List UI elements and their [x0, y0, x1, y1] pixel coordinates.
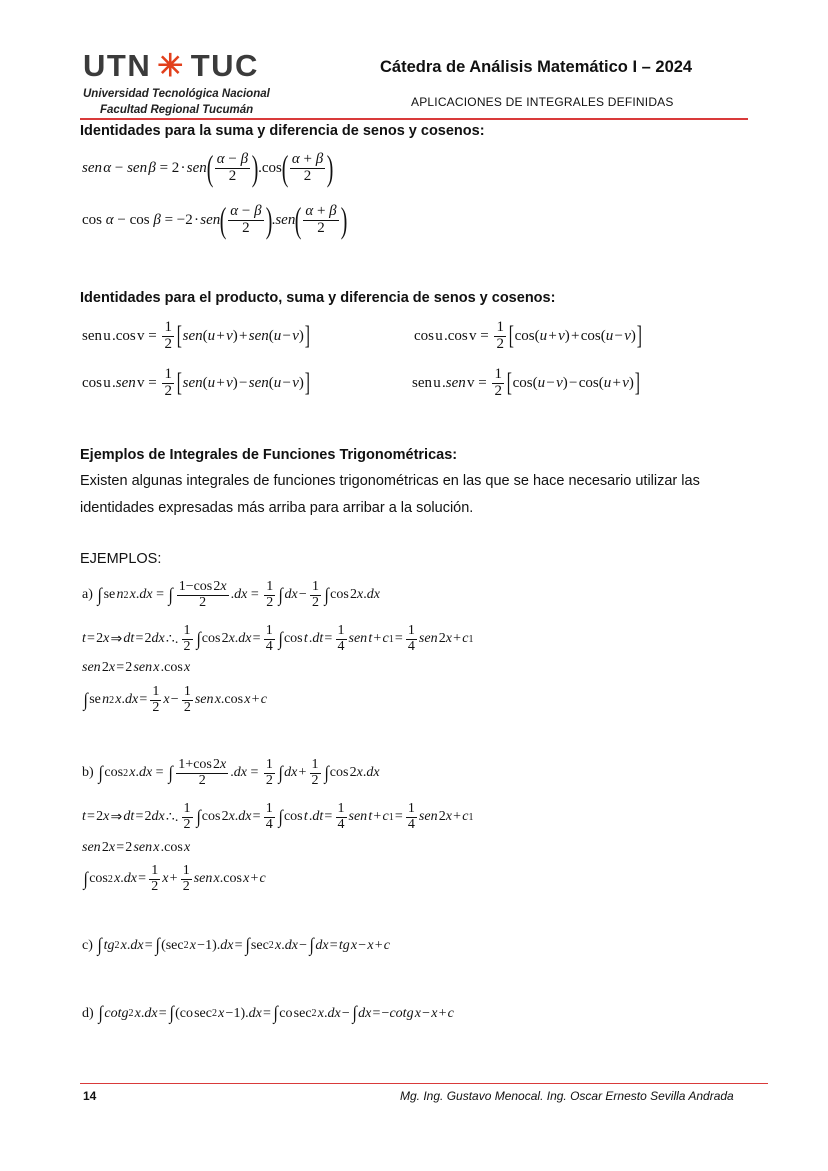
header-divider — [80, 118, 748, 120]
topic-title: APLICACIONES DE INTEGRALES DEFINIDAS — [411, 95, 674, 109]
example-b-line-2: t = 2 x ⇒ dt = 2 dx ∴. $\frac{1}{2}$ ∫ cos 2 x . dx = $\frac{1}{4}$ ∫ cos t . dt = $\frac{1}{4}$ sen t + c 1 = $\frac{1}{4}$ sen 2 x + c 1 — [82, 801, 474, 832]
examples-label: EJEMPLOS: — [80, 551, 162, 567]
example-a-line-3: sen 2 x = 2 sen x .cos x — [82, 660, 191, 675]
utn-tuc-logo — [83, 48, 259, 84]
footer-divider — [80, 1083, 768, 1084]
course-title: Cátedra de Análisis Matemático I – 2024 — [380, 58, 693, 76]
example-c: c) ∫ tg 2 x . dx = ∫ (sec 2 x −1). dx = ∫ sec 2 x . dx − ∫ dx = tg x − x + c — [82, 935, 390, 956]
formula-sen-minus-sen: sen α − sen β = 2 · sen ( $\frac{\alpha - \beta}{2}$ ) .cos ( $\frac{\alpha + \beta}{2}$ ) — [82, 148, 334, 188]
page-number: 14 — [83, 1089, 97, 1103]
example-d: d) ∫ cotg 2 x . dx = ∫ (co sec 2 x −1). dx = ∫ co sec 2 x . dx − ∫ dx = − cotg x − x + c — [82, 1003, 454, 1024]
university-name: Universidad Tecnológica Nacional — [83, 88, 270, 100]
formula-senu-senv: sen u . sen v = $\frac{1}{2}$ [ cos( u − v ) − cos( u + v ) ] — [412, 366, 640, 399]
examples-intro-line-1: Existen algunas integrales de funciones trigonométricas en las que se hace necesario utilizar las — [80, 473, 700, 489]
asterisk-logo-icon: ✳ — [157, 48, 185, 83]
example-a-line-1: a) ∫ se n 2 x . dx = ∫ $\frac{1-\cos 2x}{2}$ . dx = $\frac{1}{2}$ ∫ dx − $\frac{1}{2}$ ∫ cos 2 x . dx — [82, 579, 380, 610]
example-b-line-3: sen 2 x = 2 sen x .cos x — [82, 840, 191, 855]
formula-cosu-cosv: cos u .cos v = $\frac{1}{2}$ [ cos( u + v ) + cos( u − v ) ] — [414, 319, 642, 352]
logo-text-tuc: TUC — [190, 48, 259, 83]
footer-authors: Mg. Ing. Gustavo Menocal. Ing. Oscar Ernesto Sevilla Andrada — [400, 1089, 734, 1103]
example-a-line-2: t = 2 x ⇒ dt = 2 dx ∴. $\frac{1}{2}$ ∫ cos 2 x . dx = $\frac{1}{4}$ ∫ cos t . dt = $\frac{1}{4}$ sen t + c 1 = $\frac{1}{4}$ sen 2 x + c 1 — [82, 623, 474, 654]
example-b-line-1: b) ∫ cos 2 x . dx = ∫ $\frac{1+\cos 2x}{2}$ . dx = $\frac{1}{2}$ ∫ dx + $\frac{1}{2}$ ∫ cos 2 x . dx — [82, 757, 380, 788]
section-title-sum-diff: Identidades para la suma y diferencia de senos y cosenos: — [80, 123, 485, 139]
formula-senu-cosv: sen u .cos v = $\frac{1}{2}$ [ sen ( u + v ) + sen ( u − v ) ] — [82, 319, 310, 352]
examples-intro-line-2: identidades expresadas más arriba para arribar a la solución. — [80, 500, 474, 516]
faculty-name: Facultad Regional Tucumán — [100, 104, 254, 116]
formula-cos-minus-cos: cos α − cos β = −2 · sen ( $\frac{\alpha - \beta}{2}$ ) . sen ( $\frac{\alpha + \beta}{2}$ ) — [82, 200, 347, 240]
example-b-result: ∫ cos 2 x . dx = $\frac{1}{2}$ x + $\frac{1}{2}$ sen x .cos x + c — [83, 863, 266, 894]
example-a-result: ∫ se n 2 x . dx = $\frac{1}{2}$ x − $\frac{1}{2}$ sen x .cos x + c — [83, 684, 267, 715]
section-title-product: Identidades para el producto, suma y diferencia de senos y cosenos: — [80, 290, 556, 306]
formula-cosu-senv: cos u . sen v = $\frac{1}{2}$ [ sen ( u + v ) − sen ( u − v ) ] — [82, 366, 310, 399]
section-title-examples: Ejemplos de Integrales de Funciones Trigonométricas: — [80, 447, 458, 463]
logo-text-utn: UTN — [83, 48, 152, 83]
